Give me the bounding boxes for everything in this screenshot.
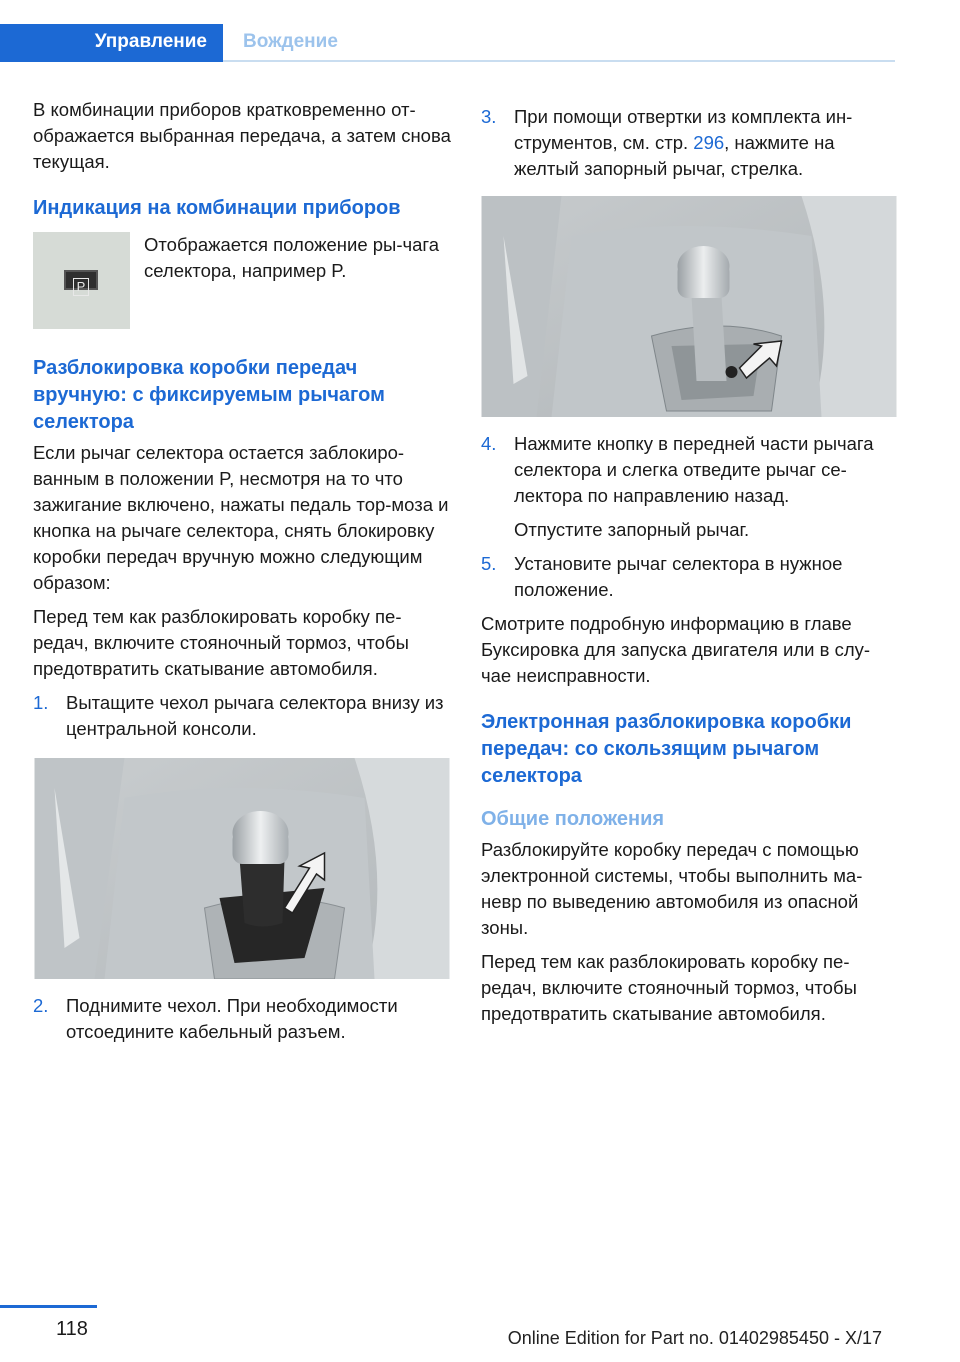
manual-para-2: Перед тем как разблокировать коробку пе-редач, включите стояночный тормоз, чтобы предотвратить скатывание автомобиля. [33,606,409,679]
see-also-paragraph: Смотрите подробную информацию в главе Буксировка для запуска двигателя или в слу-чае неисправности. [481,613,871,686]
step-5 [481,551,897,603]
step-4-subtext: Отпустите запорный рычаг. [514,519,750,540]
step-2-text: Поднимите чехол. При необходимости отсоедините кабельный разъем. [66,995,398,1042]
tab-upravlenie-label: Управление [94,31,207,52]
step-2-number: 2. [33,995,49,1016]
step-3-number: 3. [481,106,497,127]
step-4-number: 4. [481,433,497,454]
step-3-text-before: При помощи отвертки из комплекта ин-струментов, см. стр. [514,106,853,153]
step-5-text: Установите рычаг селектора в нужное положение. [514,553,843,600]
heading-manual-unlock: Разблокировка коробки передач вручную: с фиксируемым рычагом селектора [33,357,385,433]
manual-para-1: Если рычаг селектора остается заблокиро-ванным в положении P, несмотря на то что зажигание включено, нажаты педаль тор-моза и кнопка на рычаге селектора, снять блокировку коробки передач вручную можно следующим образом: [33,442,449,593]
illustration-locking-lever [481,196,897,417]
tab-upravlenie[interactable] [0,24,223,62]
step-1-number: 1. [33,692,49,713]
heading-electronic-unlock: Электронная разблокировка коробки передач: со скользящим рычагом селектора [481,711,852,787]
step-2 [33,993,451,1045]
step-3 [481,104,897,182]
page-296-link[interactable]: 296 [693,132,725,153]
page-number: 118 [56,1318,88,1340]
heading-general: Общие положения [481,808,665,830]
step-4-text: Нажмите кнопку в передней части рычага селектора и слегка отведите рычаг се-лектора по направлению назад. [514,433,874,506]
indication-block [33,232,451,329]
illustration-selector-cover [33,758,451,979]
general-para-2: Перед тем как разблокировать коробку пе-редач, включите стояночный тормоз, чтобы предотвратить скатывание автомобиля. [481,951,857,1024]
edition-text: Online Edition for Part no. 01402985450 - X/17 [507,1328,882,1348]
step-4 [481,431,897,509]
intro-paragraph: В комбинации приборов кратковременно от-ображается выбранная передача, а затем снова текущая. [33,99,451,172]
left-column [33,97,451,1053]
gear-indicator-box [64,270,98,294]
general-para-1: Разблокируйте коробку передач с помощью электронной системы, чтобы выполнить ма-невр по выведению автомобиля из опасной зоны. [481,839,863,938]
gear-indicator-image [33,232,130,329]
indication-text: Отображается положение ры-чага селектора, например P. [144,234,440,281]
gear-p-letter: P [73,278,90,296]
step-5-number: 5. [481,553,497,574]
step-3-text-after: , нажмите на желтый запорный рычаг, стрелка. [514,132,835,179]
right-column [481,104,897,1035]
step-1 [33,690,451,742]
footer-rule [0,1305,97,1308]
heading-indication: Индикация на комбинации приборов [33,197,401,219]
step-1-text: Вытащите чехол рычага селектора внизу из центральной консоли. [66,692,444,739]
tab-vozhdenie[interactable]: Вождение [243,31,338,52]
